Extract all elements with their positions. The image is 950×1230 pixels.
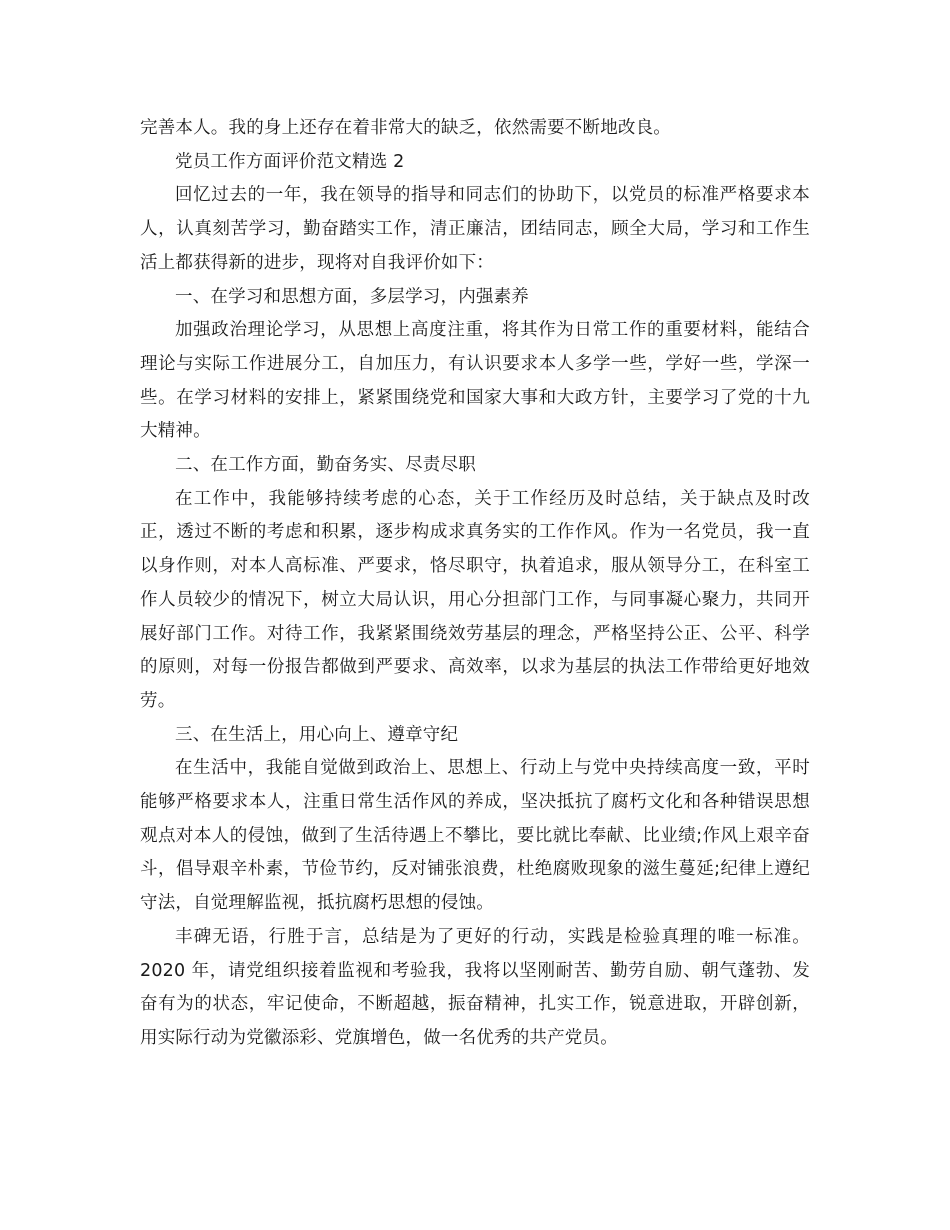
document-body [140, 112, 810, 1056]
paragraph-continuation: 完善本人。我的身上还存在着非常大的缺乏，依然需要不断地改良。 [140, 118, 671, 138]
paragraph-conclusion: 丰碑无语，行胜于言，总结是为了更好的行动，实践是检验真理的唯一标准。2020 年，请党组织接着监视和考验我，我将以坚刚耐苦、勤劳自励、朝气蓬勃、发奋有为的状态，牢记使命，不断超越，振奋精神，扎实工作，锐意进取，开辟创新，用实际行动为党徽添彩、党旗增色，做一名优秀的共产党员。 [140, 926, 810, 1048]
heading-life: 三、在生活上，用心向上、遵章守纪 [175, 724, 459, 745]
paragraph-work: 在工作中，我能够持续考虑的心态，关于工作经历及时总结，关于缺点及时改正，透过不断的考虑和积累，逐步构成求真务实的工作作风。作为一名党员，我一直以身作则，对本人高标准、严要求，恪尽职守，执着追求，服从领导分工，在科室工作人员较少的情况下，树立大局认识，用心分担部门工作，与同事凝心聚力，共同开展好部门工作。对待工作，我紧紧围绕效劳基层的理念，严格坚持公正、公平、科学的原则，对每一份报告都做到严要求、高效率，以求为基层的执法工作带给更好地效劳。 [140, 488, 810, 711]
paragraph-study: 加强政治理论学习，从思想上高度注重，将其作为日常工作的重要材料，能结合理论与实际工作进展分工，自加压力，有认识要求本人多学一些，学好一些，学深一些。在学习材料的安排上，紧紧围绕党和国家大事和大政方针，主要学习了党的十九大精神。 [140, 320, 810, 442]
paragraph-life: 在生活中，我能自觉做到政治上、思想上、行动上与党中央持续高度一致，平时能够严格要求本人，注重日常生活作风的养成，坚决抵抗了腐朽文化和各种错误思想观点对本人的侵蚀，做到了生活待遇上不攀比，要比就比奉献、比业绩;作风上艰辛奋斗，倡导艰辛朴素，节俭节约，反对铺张浪费，杜绝腐败现象的滋生蔓延;纪律上遵纪守法，自觉理解监视，抵抗腐朽思想的侵蚀。 [140, 758, 810, 914]
paragraph-intro: 回忆过去的一年，我在领导的指导和同志们的协助下，以党员的标准严格要求本人，认真刻苦学习，勤奋踏实工作，清正廉洁，团结同志，顾全大局，学习和工作生活上都获得新的进步，现将对自我评价如下： [140, 185, 810, 273]
heading-work: 二、在工作方面，勤奋务实、尽责尽职 [175, 455, 476, 476]
section-title: 党员工作方面评价范文精选 2 [175, 151, 405, 172]
heading-study: 一、在学习和思想方面，多层学习，内强素养 [175, 286, 529, 307]
